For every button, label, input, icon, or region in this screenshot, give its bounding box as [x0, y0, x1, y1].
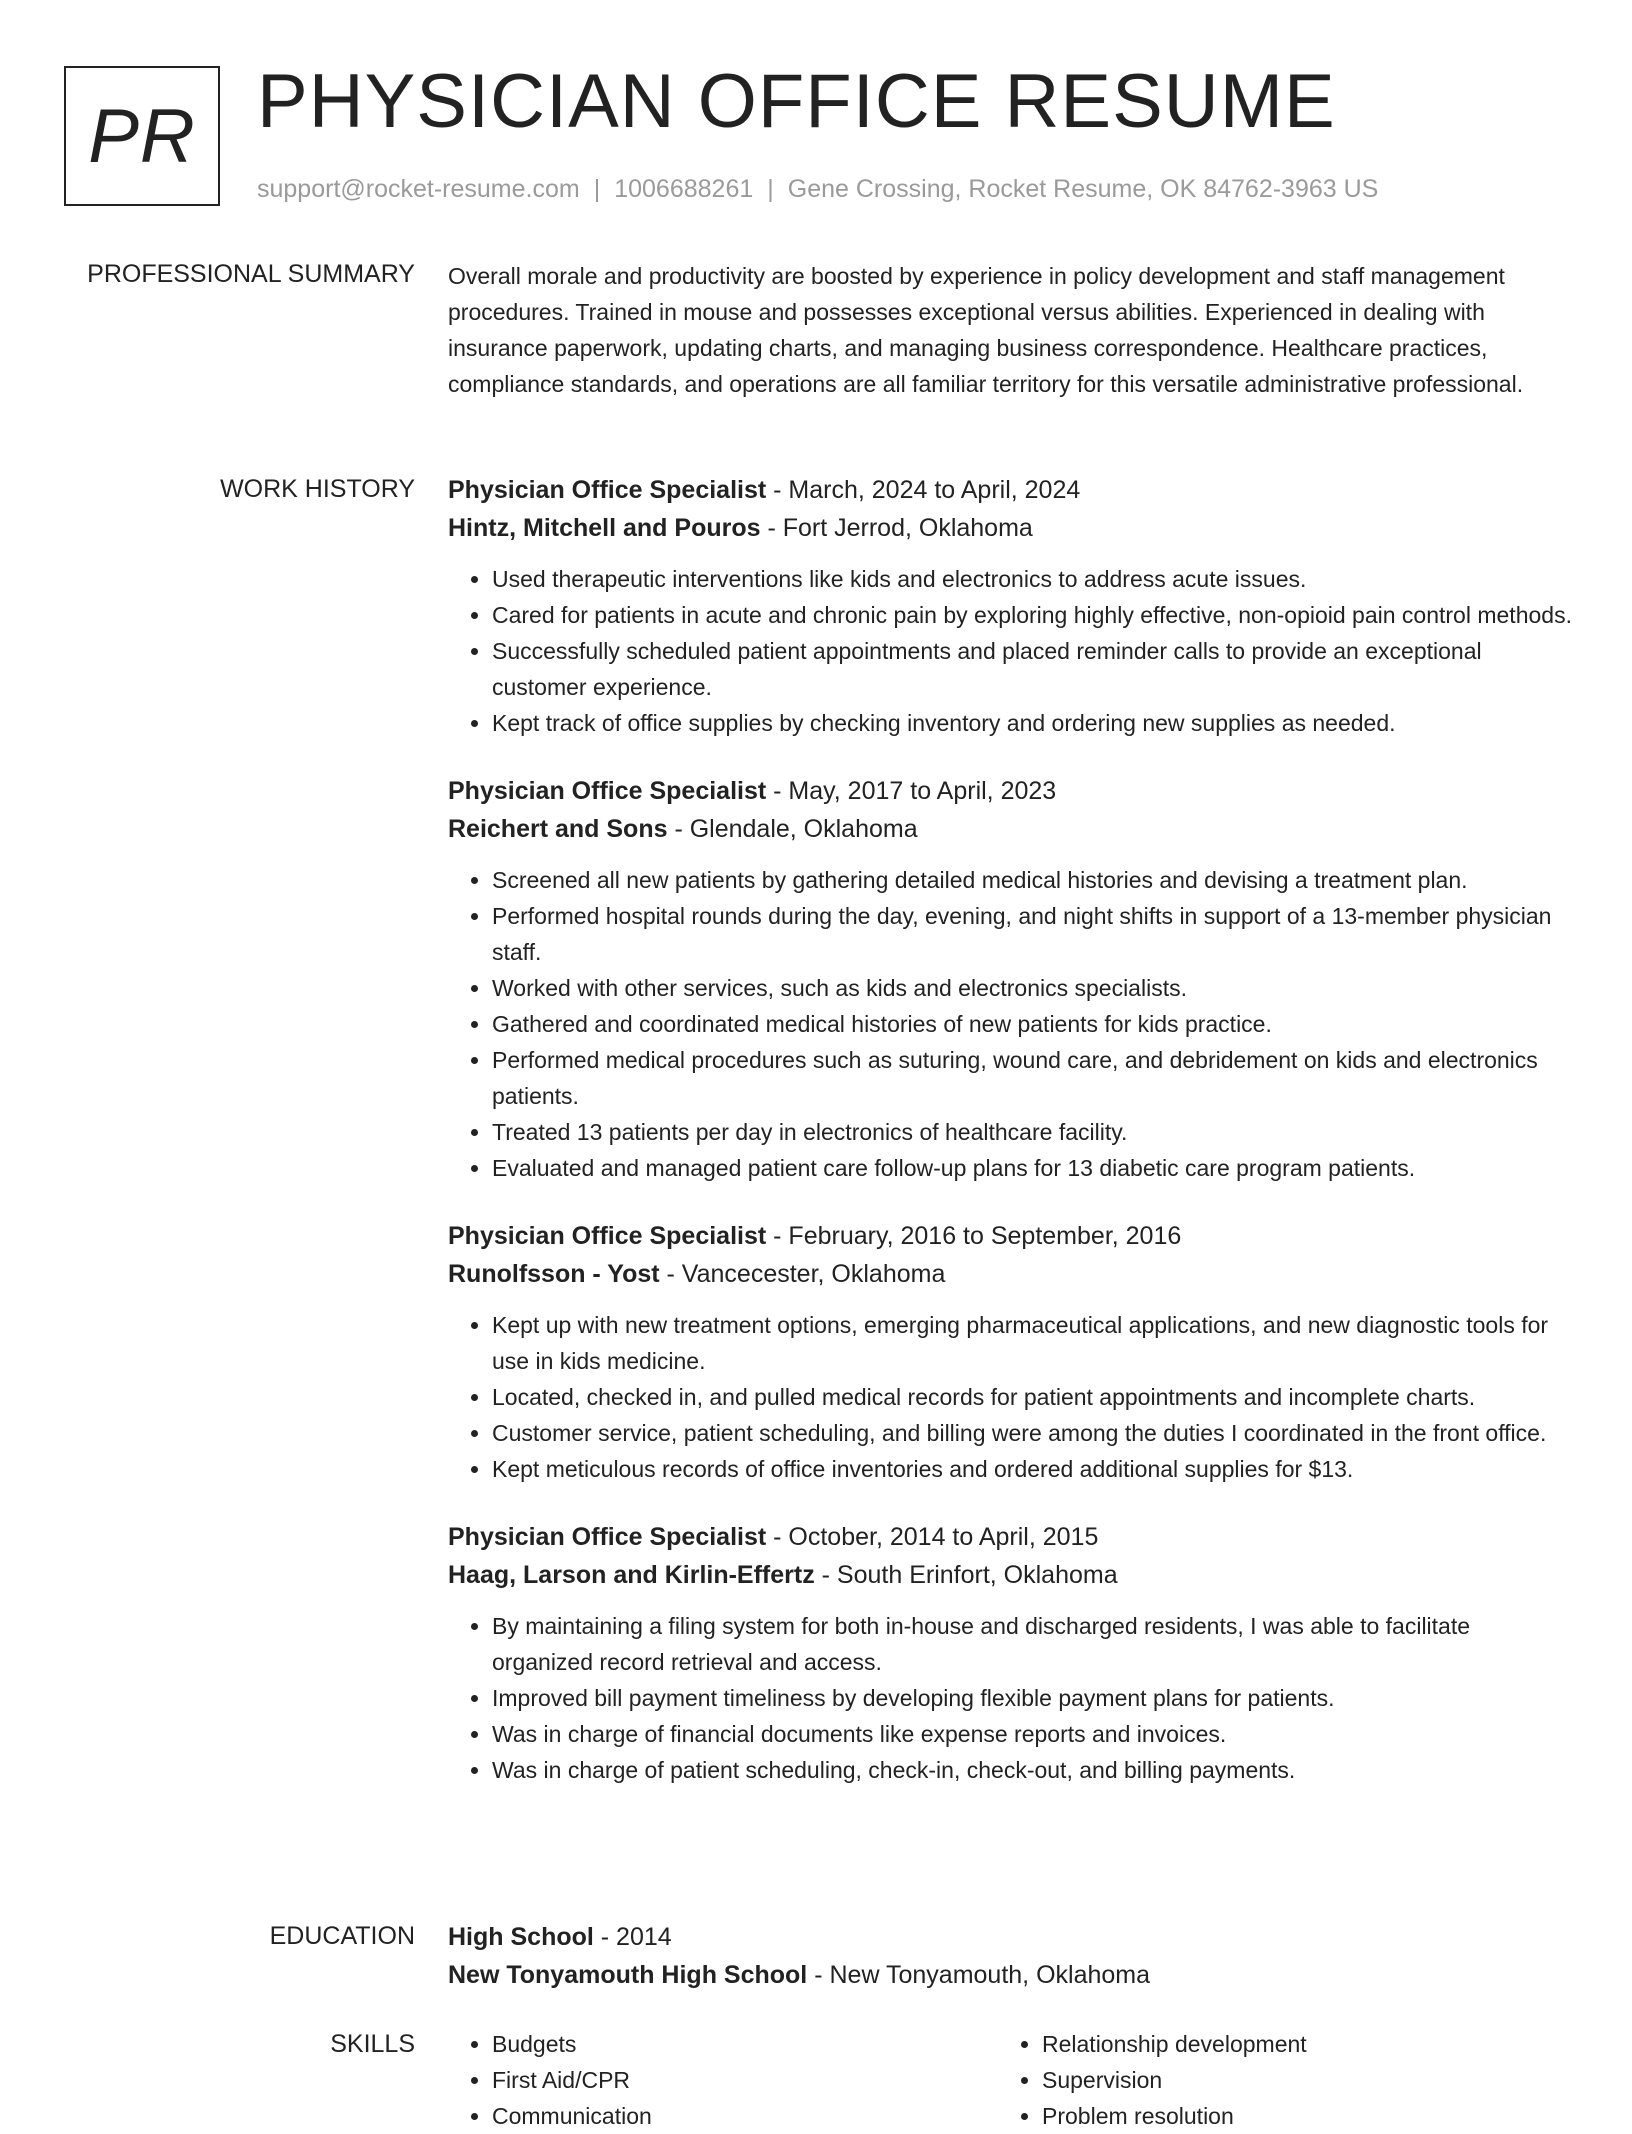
job-bullet: • Improved bill payment timeliness by developing flexible payment plans for patients. — [492, 1680, 1572, 1716]
job-company: Runolfsson - Yost — [448, 1260, 660, 1288]
job-bullet: • Kept meticulous records of office inventories and ordered additional supplies for $13. — [492, 1451, 1572, 1487]
job-location: - South Erinfort, Oklahoma — [814, 1561, 1118, 1589]
monogram-logo — [64, 66, 220, 206]
job-company-line — [448, 810, 1572, 848]
monogram-initials: PR — [88, 93, 196, 179]
job-dates: - February, 2016 to September, 2016 — [766, 1222, 1182, 1250]
job-dates: - May, 2017 to April, 2023 — [766, 777, 1057, 805]
section-heading-work: WORK HISTORY — [220, 475, 415, 503]
job-company: Haag, Larson and Kirlin-Effertz — [448, 1561, 815, 1589]
job-location: - Vancecester, Oklahoma — [659, 1260, 946, 1288]
job-location: - Fort Jerrod, Oklahoma — [760, 514, 1033, 542]
education-degree-line — [448, 1918, 1572, 1956]
job-bullet: • By maintaining a filing system for both in-house and discharged residents, I was able to facilitate organized record retrieval and access. — [492, 1608, 1572, 1680]
skill-item: • Problem resolution — [1042, 2098, 1548, 2134]
job-title: Physician Office Specialist — [448, 476, 767, 504]
education-location: - New Tonyamouth, Oklahoma — [807, 1961, 1151, 1989]
education-school: New Tonyamouth High School — [448, 1961, 808, 1989]
job-bullet: • Kept track of office supplies by checking inventory and ordering new supplies as needed. — [492, 705, 1572, 741]
job-company: Hintz, Mitchell and Pouros — [448, 514, 761, 542]
contact-address: Gene Crossing, Rocket Resume, OK 84762-3963 US — [787, 175, 1379, 203]
job-location: - Glendale, Oklahoma — [667, 815, 918, 843]
job-entry — [448, 772, 1572, 1186]
job-title-line — [448, 772, 1572, 810]
job-bullets — [448, 561, 1572, 741]
skills-grid — [448, 2026, 1572, 2134]
skills-column-right — [998, 2026, 1548, 2134]
job-company-line — [448, 1556, 1572, 1594]
education-degree: High School — [448, 1923, 594, 1951]
summary-text: Overall morale and productivity are boosted by experience in policy development and staff management procedures. Trained in mouse and possesses exceptional versus abilities. Experienced in dealing with insurance paperwork, updating charts, and managing business correspondence. Healthcare practices, compliance standards, and operations are all familiar territory for this versatile administrative professional. — [448, 263, 1524, 397]
education-year: - 2014 — [593, 1923, 672, 1951]
job-dates: - March, 2024 to April, 2024 — [766, 476, 1081, 504]
section-heading-summary: PROFESSIONAL SUMMARY — [87, 260, 415, 288]
skill-item: • Supervision — [1042, 2062, 1548, 2098]
job-bullet: • Was in charge of financial documents like expense reports and invoices. — [492, 1716, 1572, 1752]
job-title-line — [448, 1518, 1572, 1556]
section-heading-education: EDUCATION — [269, 1922, 415, 1950]
skill-item: • Relationship development — [1042, 2026, 1548, 2062]
job-dates: - October, 2014 to April, 2015 — [766, 1523, 1099, 1551]
contact-email[interactable]: support@rocket-resume.com — [257, 175, 580, 203]
job-bullets — [448, 1307, 1572, 1487]
job-bullet: • Successfully scheduled patient appointments and placed reminder calls to provide an exceptional customer experience. — [492, 633, 1572, 705]
job-entry — [448, 471, 1572, 741]
job-bullets — [448, 1608, 1572, 1788]
job-bullet: • Treated 13 patients per day in electronics of healthcare facility. — [492, 1114, 1572, 1150]
jobs-list — [448, 471, 1572, 1819]
job-company: Reichert and Sons — [448, 815, 668, 843]
skill-item: • Budgets — [492, 2026, 998, 2062]
job-company-line — [448, 1255, 1572, 1293]
job-title-line — [448, 471, 1572, 509]
contact-line — [257, 175, 1378, 204]
job-bullet: • Kept up with new treatment options, emerging pharmaceutical applications, and new diagnostic tools for use in kids medicine. — [492, 1307, 1572, 1379]
job-title-line — [448, 1217, 1572, 1255]
job-bullet: • Evaluated and managed patient care follow-up plans for 13 diabetic care program patients. — [492, 1150, 1572, 1186]
job-bullet: • Worked with other services, such as kids and electronics specialists. — [492, 970, 1572, 1006]
contact-phone[interactable]: 1006688261 — [614, 175, 754, 203]
job-bullet: • Performed medical procedures such as suturing, wound care, and debridement on kids and electronics patients. — [492, 1042, 1572, 1114]
job-title: Physician Office Specialist — [448, 1222, 767, 1250]
job-bullet: • Screened all new patients by gathering detailed medical histories and devising a treatment plan. — [492, 862, 1572, 898]
job-bullet: • Used therapeutic interventions like kids and electronics to address acute issues. — [492, 561, 1572, 597]
job-entry — [448, 1217, 1572, 1487]
section-heading-skills: SKILLS — [330, 2030, 415, 2058]
skill-item: • First Aid/CPR — [492, 2062, 998, 2098]
skills-column-left — [448, 2026, 998, 2134]
job-bullet: • Customer service, patient scheduling, and billing were among the duties I coordinated in the front office. — [492, 1415, 1572, 1451]
job-title: Physician Office Specialist — [448, 1523, 767, 1551]
skill-item: • Communication — [492, 2098, 998, 2134]
job-bullet: • Located, checked in, and pulled medical records for patient appointments and incomplete charts. — [492, 1379, 1572, 1415]
education-school-line — [448, 1956, 1572, 1994]
job-bullets — [448, 862, 1572, 1186]
job-bullet: • Cared for patients in acute and chronic pain by exploring highly effective, non-opioid pain control methods. — [492, 597, 1572, 633]
job-bullet: • Gathered and coordinated medical histories of new patients for kids practice. — [492, 1006, 1572, 1042]
separator: | — [593, 175, 601, 203]
resume-title: PHYSICIAN OFFICE RESUME — [257, 59, 1336, 144]
job-bullet: • Performed hospital rounds during the day, evening, and night shifts in support of a 13-member physician staff. — [492, 898, 1572, 970]
job-company-line — [448, 509, 1572, 547]
job-bullet: • Was in charge of patient scheduling, check-in, check-out, and billing payments. — [492, 1752, 1572, 1788]
separator: | — [767, 175, 774, 203]
job-entry — [448, 1518, 1572, 1788]
job-title: Physician Office Specialist — [448, 777, 767, 805]
